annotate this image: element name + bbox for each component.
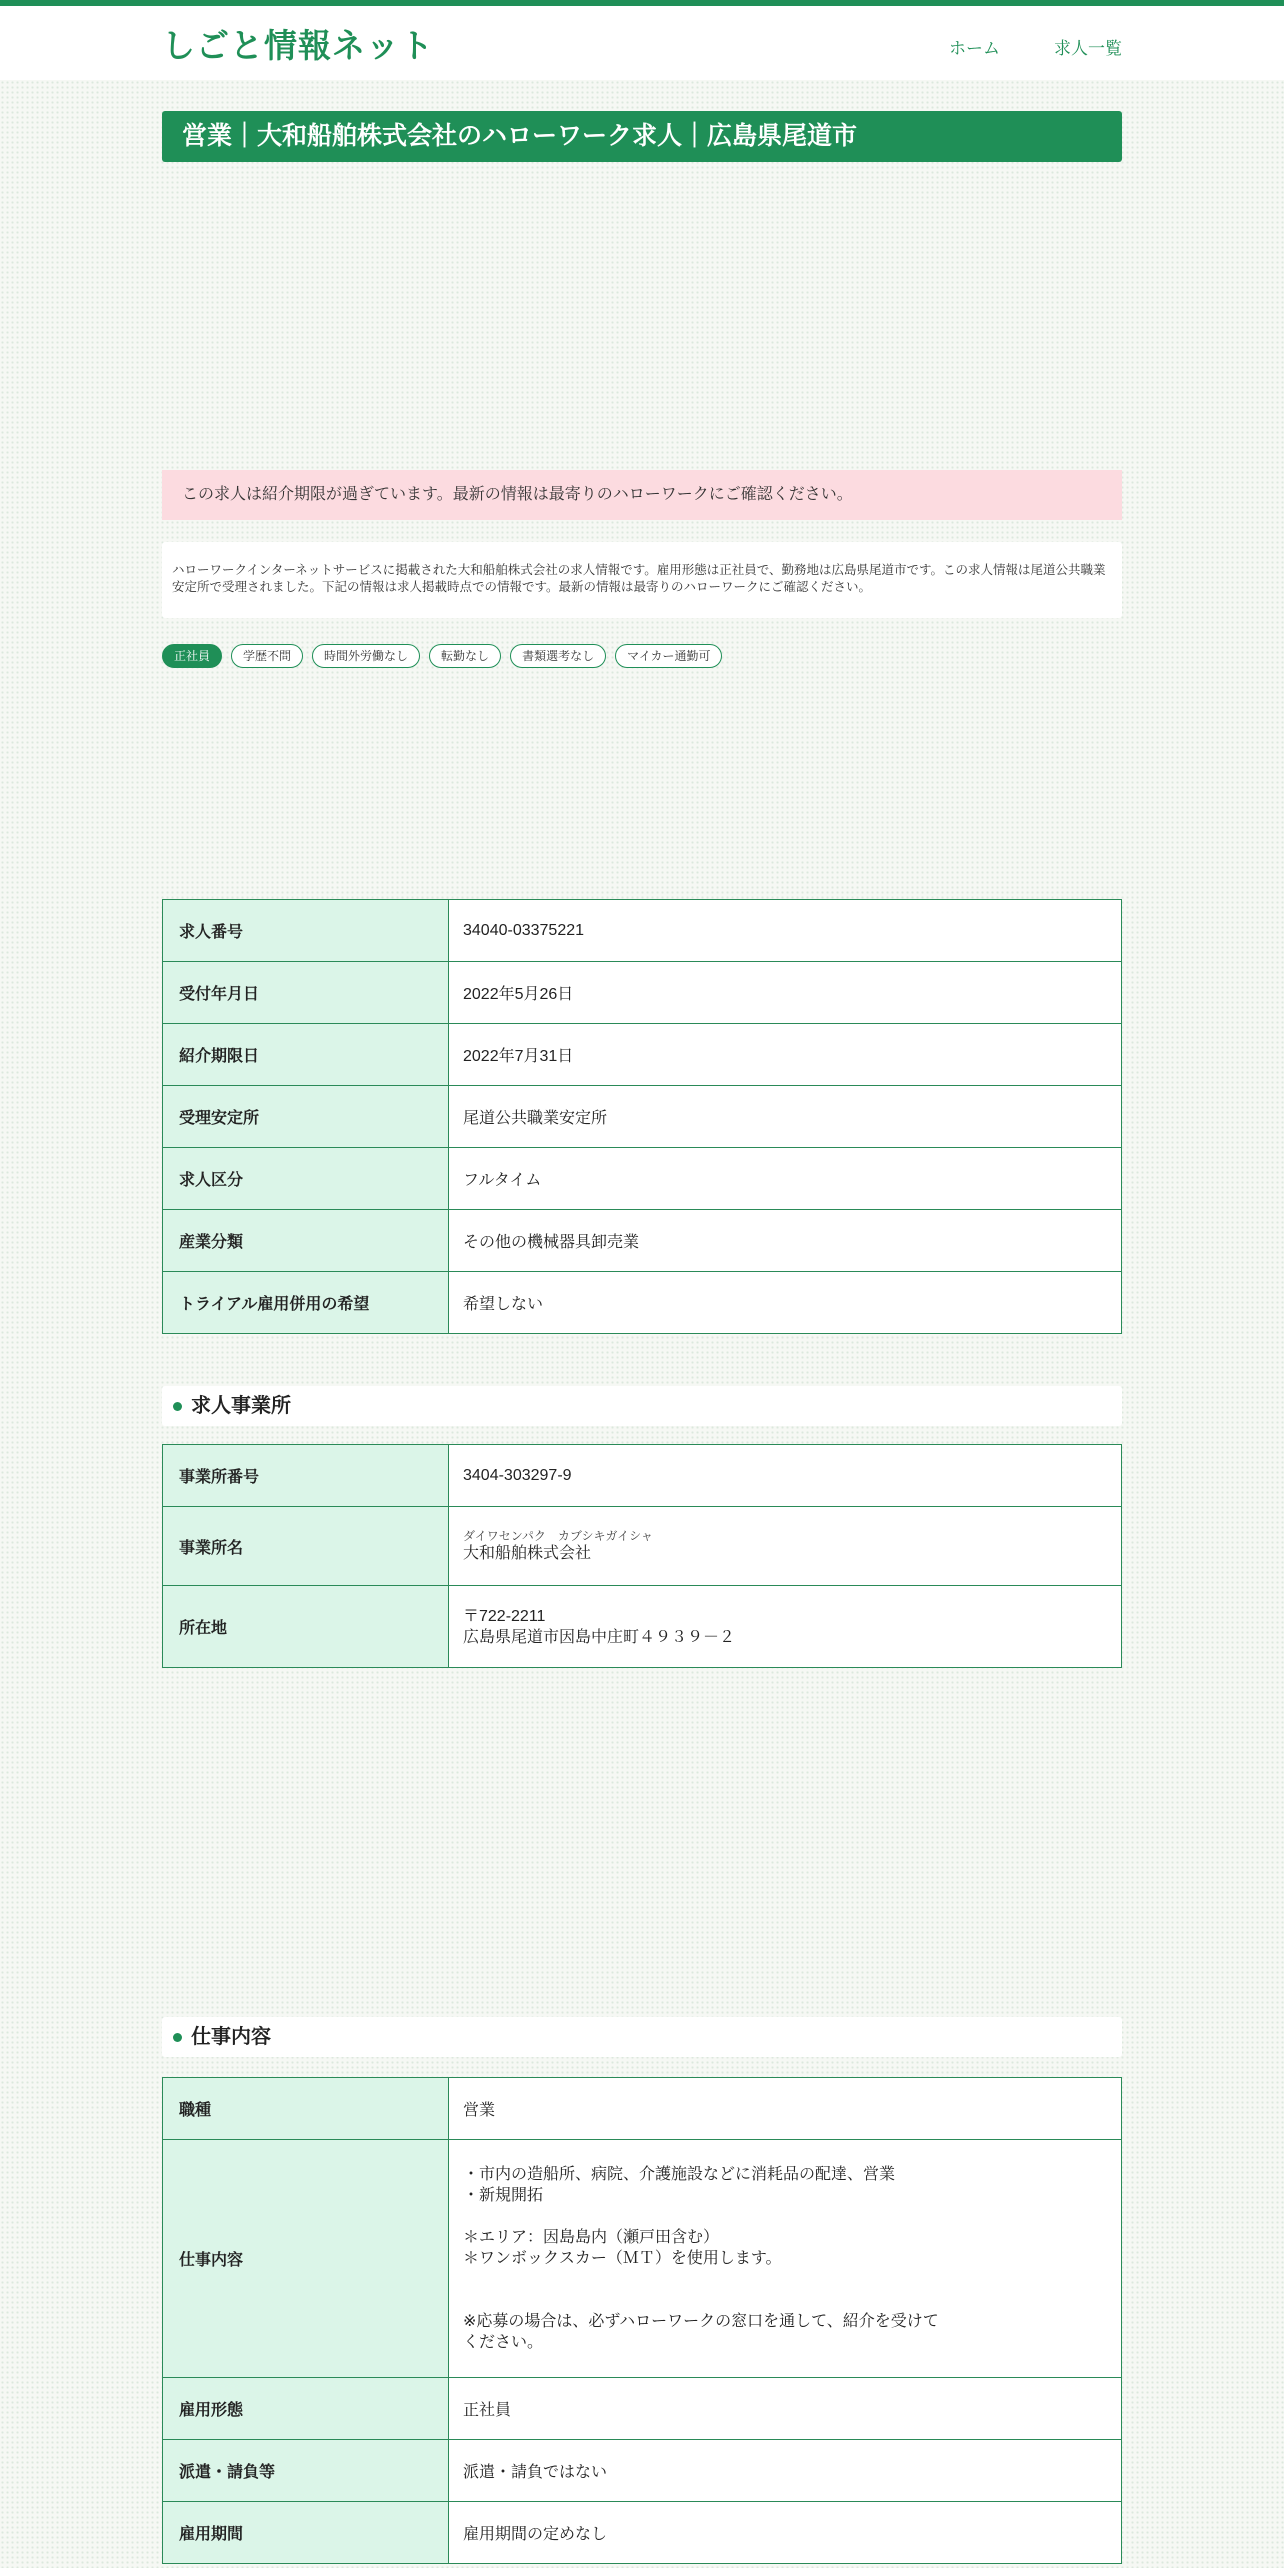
section-heading-text: 仕事内容 — [191, 2026, 271, 2048]
nav-jobs-link[interactable]: 求人一覧 — [1054, 39, 1122, 58]
received-date-value: 2022年5月26日 — [449, 962, 1122, 1024]
expiry-date-value: 2022年7月31日 — [449, 1024, 1122, 1086]
employer-name: 大和船舶株式会社 — [463, 1544, 592, 1562]
office-value: 尾道公共職業安定所 — [449, 1086, 1122, 1148]
occupation-value: 営業 — [449, 2078, 1122, 2140]
tag-list — [162, 644, 1122, 668]
industry-value: その他の機械器具卸売業 — [449, 1210, 1122, 1272]
table-row — [163, 2378, 1122, 2440]
table-row — [163, 2078, 1122, 2140]
job-section — [162, 2017, 1122, 2057]
table-row — [163, 2140, 1122, 2378]
section-heading-text: 求人事業所 — [191, 1395, 291, 1417]
dispatch-value: 派遣・請負ではない — [449, 2440, 1122, 2502]
table-row — [163, 2440, 1122, 2502]
job-number-value: 34040-03375221 — [449, 900, 1122, 962]
tag-screening: 書類選考なし — [510, 644, 606, 668]
job-category-value: フルタイム — [449, 1148, 1122, 1210]
row-label: 求人区分 — [163, 1148, 449, 1210]
main-nav — [949, 34, 1122, 59]
row-label: 紹介期限日 — [163, 1024, 449, 1086]
row-label: 職種 — [163, 2078, 449, 2140]
employer-section-heading — [162, 1386, 1122, 1426]
row-label: 産業分類 — [163, 1210, 449, 1272]
postal-code: 〒722-2211 — [463, 1607, 546, 1625]
tag-overtime: 時間外労働なし — [312, 644, 420, 668]
expired-notice: この求人は紹介期限が過ぎています。最新の情報は最寄りのハローワークにご確認ください。 — [162, 470, 1122, 520]
row-label: 派遣・請負等 — [163, 2440, 449, 2502]
employer-name-cell — [449, 1507, 1122, 1586]
row-label: 雇用期間 — [163, 2502, 449, 2564]
table-row — [163, 1586, 1122, 1668]
page-title: 営業｜大和船舶株式会社のハローワーク求人｜広島県尾道市 — [162, 111, 1122, 162]
job-summary: ハローワークインターネットサービスに掲載された大和船舶株式会社の求人情報です。雇用形態は正社員で、勤務地は広島県尾道市です。この求人情報は尾道公共職業安定所で受理されました。下記の情報は求人掲載時点での情報です。最新の情報は最寄りのハローワークにご確認ください。 — [162, 542, 1122, 618]
table-row — [163, 1148, 1122, 1210]
table-row — [163, 2502, 1122, 2564]
job-description-cell — [449, 2140, 1122, 2378]
table-row — [163, 1507, 1122, 1586]
employer-table — [162, 1444, 1122, 1668]
tag-transfer: 転勤なし — [429, 644, 501, 668]
job-table — [162, 2077, 1122, 2564]
row-label: 雇用形態 — [163, 2378, 449, 2440]
row-label: 仕事内容 — [163, 2140, 449, 2378]
employer-table-wrap — [162, 1444, 1122, 1668]
employment-period-value: 雇用期間の定めなし — [449, 2502, 1122, 2564]
bullet-icon — [173, 1402, 182, 1411]
employer-name-kana: ダイワセンパク カブシキガイシャ — [463, 1528, 653, 1543]
table-row — [163, 1445, 1122, 1507]
employer-section — [162, 1386, 1122, 1426]
basic-info-section — [162, 899, 1122, 1334]
job-table-wrap — [162, 2077, 1122, 2564]
row-label: 所在地 — [163, 1586, 449, 1668]
table-row — [163, 962, 1122, 1024]
row-label: 受付年月日 — [163, 962, 449, 1024]
row-label: 事業所番号 — [163, 1445, 449, 1507]
tag-car-commute: マイカー通勤可 — [615, 644, 722, 668]
site-logo[interactable]: しごと情報ネット — [162, 27, 434, 64]
job-description-text: ・市内の造船所、病院、介護施設などに消耗品の配達、営業 ・新規開拓 ＊エリア：因島島内（瀬戸田含む） ＊ワンボックスカー（ＭＴ）を使用します。 ※応募の場合は、必ずハローワークの窓口を通して、紹介を受けて ください。 — [463, 2166, 939, 2351]
table-row — [163, 1024, 1122, 1086]
address-text: 広島県尾道市因島中庄町４９３９－２ — [463, 1628, 736, 1646]
row-label: トライアル雇用併用の希望 — [163, 1272, 449, 1334]
table-row — [163, 900, 1122, 962]
tag-employment-type: 正社員 — [162, 644, 222, 668]
table-row — [163, 1210, 1122, 1272]
employment-type-value: 正社員 — [449, 2378, 1122, 2440]
table-row — [163, 1086, 1122, 1148]
address-cell — [449, 1586, 1122, 1668]
office-number-value: 3404-303297-9 — [449, 1445, 1122, 1507]
trial-employment-value: 希望しない — [449, 1272, 1122, 1334]
bullet-icon — [173, 2033, 182, 2042]
table-row — [163, 1272, 1122, 1334]
basic-info-table — [162, 899, 1122, 1334]
job-section-heading — [162, 2017, 1122, 2057]
nav-home-link[interactable]: ホーム — [949, 39, 1000, 58]
site-header — [0, 6, 1284, 80]
row-label: 求人番号 — [163, 900, 449, 962]
row-label: 受理安定所 — [163, 1086, 449, 1148]
tag-education: 学歴不問 — [231, 644, 303, 668]
row-label: 事業所名 — [163, 1507, 449, 1586]
